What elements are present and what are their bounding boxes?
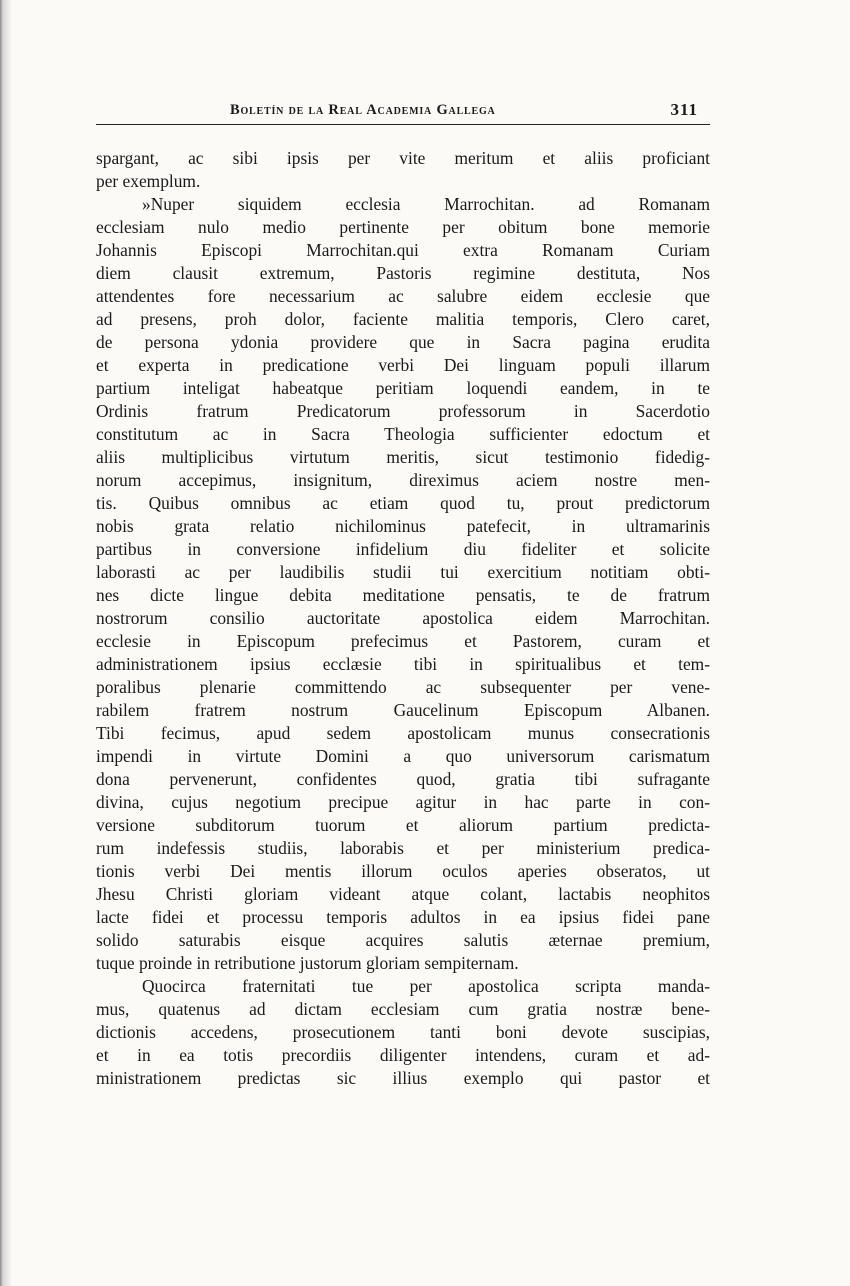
text-line: poralibus plenarie committendo ac subsequenter per vene- (96, 677, 710, 697)
journal-title: Boletín de la Real Academia Gallega (230, 102, 496, 118)
text-line: et experta in predicatione verbi Dei linguam populi illarum (96, 355, 710, 375)
text-line: spargant, ac sibi ipsis per vite meritum et aliis proficiant (96, 148, 710, 168)
text-line: Ordinis fratrum Predicatorum professorum in Sacerdotio (96, 401, 710, 421)
text-line: et in ea totis precordiis diligenter intendens, curam et ad- (96, 1045, 710, 1065)
header-rule (96, 124, 710, 125)
text-line: solido saturabis eisque acquires salutis æternae premium, (96, 930, 710, 950)
text-line: per exemplum. (96, 171, 201, 191)
text-line: Quocirca fraternitati tue per apostolica scripta manda- (142, 976, 710, 996)
book-page (96, 0, 710, 1286)
text-line: divina, cujus negotium precipue agitur in hac parte in con- (96, 792, 710, 812)
text-line: ad presens, proh dolor, faciente malitia temporis, Clero caret, (96, 309, 710, 329)
text-line: ecclesie in Episcopum prefecimus et Pastorem, curam et (96, 631, 710, 651)
text-line: Johannis Episcopi Marrochitan.qui extra Romanam Curiam (96, 240, 710, 260)
text-line: tuque proinde in retributione justorum gloriam sempiternam. (96, 953, 519, 973)
text-line: partium inteligat habeatque peritiam loquendi eandem, in te (96, 378, 710, 398)
text-line: Tibi fecimus, apud sedem apostolicam munus consecrationis (96, 723, 710, 743)
text-line: diem clausit extremum, Pastoris regimine destituta, Nos (96, 263, 710, 283)
text-line: »Nuper siquidem ecclesia Marrochitan. ad Romanam (142, 194, 710, 214)
text-line: norum accepimus, insignitum, direximus aciem nostre men- (96, 470, 710, 490)
text-line: de persona ydonia providere que in Sacra pagina erudita (96, 332, 710, 352)
text-line: lacte fidei et processu temporis adultos in ea ipsius fidei pane (96, 907, 710, 927)
text-line: ecclesiam nulo medio pertinente per obitum bone memorie (96, 217, 710, 237)
text-line: constitutum ac in Sacra Theologia sufficienter edoctum et (96, 424, 710, 444)
text-line: administrationem ipsius ecclæsie tibi in spiritualibus et tem- (96, 654, 710, 674)
text-line: nostrorum consilio auctoritate apostolica eidem Marrochitan. (96, 608, 710, 628)
text-line: partibus in conversione infidelium diu fideliter et solicite (96, 539, 710, 559)
body-text (96, 147, 710, 1090)
running-head (96, 100, 710, 124)
text-line: tionis verbi Dei mentis illorum oculos aperies obseratos, ut (96, 861, 710, 881)
page-number: 311 (670, 100, 698, 119)
page-binding-edge (0, 0, 12, 1286)
text-line: tis. Quibus omnibus ac etiam quod tu, prout predictorum (96, 493, 710, 513)
text-line: dictionis accedens, prosecutionem tanti boni devote suscipias, (96, 1022, 710, 1042)
text-line: nes dicte lingue debita meditatione pensatis, te de fratrum (96, 585, 710, 605)
text-line: nobis grata relatio nichilominus patefecit, in ultramarinis (96, 516, 710, 536)
text-line: versione subditorum tuorum et aliorum partium predicta- (96, 815, 710, 835)
text-line: rabilem fratrem nostrum Gaucelinum Episcopum Albanen. (96, 700, 710, 720)
text-line: ministrationem predictas sic illius exemplo qui pastor et (96, 1068, 710, 1088)
text-line: mus, quatenus ad dictam ecclesiam cum gratia nostræ bene- (96, 999, 710, 1019)
text-line: Jhesu Christi gloriam videant atque colant, lactabis neophitos (96, 884, 710, 904)
text-line: laborasti ac per laudibilis studii tui exercitium notitiam obti- (96, 562, 710, 582)
text-line: rum indefessis studiis, laborabis et per ministerium predica- (96, 838, 710, 858)
text-line: impendi in virtute Domini a quo universorum carismatum (96, 746, 710, 766)
text-line: attendentes fore necessarium ac salubre eidem ecclesie que (96, 286, 710, 306)
text-line: aliis multiplicibus virtutum meritis, sicut testimonio fidedig- (96, 447, 710, 467)
text-line: dona pervenerunt, confidentes quod, gratia tibi sufragante (96, 769, 710, 789)
